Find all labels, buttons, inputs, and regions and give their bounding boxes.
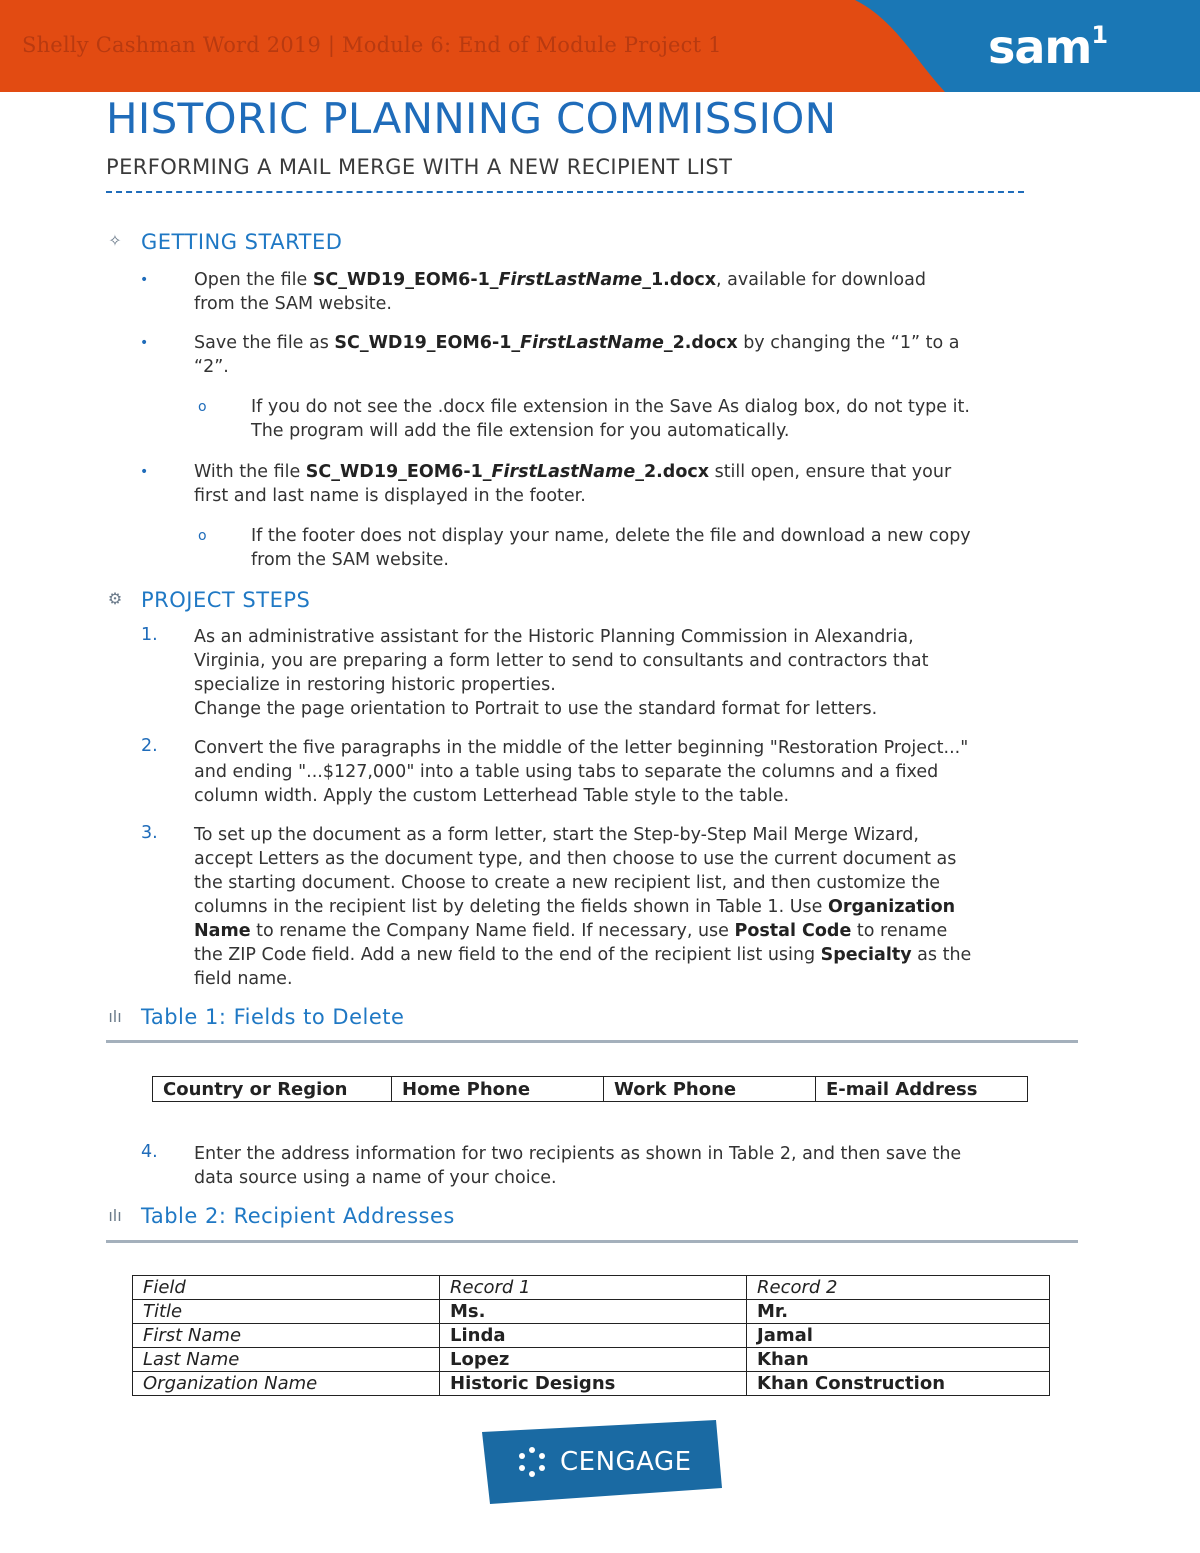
s1-l4: Change the page orientation to Portrait to use the standard format for letters.	[194, 699, 878, 719]
step-1-text	[194, 625, 928, 721]
sam-logo-text: sam	[988, 20, 1092, 74]
step-4-text	[194, 1142, 961, 1190]
gs-b3-file-a: SC_WD19_EOM6-1_	[305, 462, 492, 482]
gs-bullet-2	[194, 331, 959, 379]
gs-b1-file-b: FirstLastName	[498, 270, 643, 290]
table-row	[153, 1077, 1028, 1102]
gs-b3sub-line1: If the footer does not display your name, delete the file and download a new copy	[251, 526, 971, 546]
step-2-text	[194, 736, 968, 808]
s3-l1: To set up the document as a form letter, start the Step-by-Step Mail Merge Wizard,	[194, 825, 919, 845]
table-header-cell: Field	[133, 1276, 440, 1300]
fields-to-delete-table	[152, 1076, 1028, 1102]
table-cell: Home Phone	[392, 1077, 604, 1102]
step-number: 3.	[141, 823, 158, 843]
sam-logo	[988, 20, 1107, 74]
s3-l5b: to rename the Company Name field. If necessary, use	[250, 921, 735, 941]
table1-rule	[106, 1040, 1078, 1043]
table-cell: Mr.	[747, 1300, 1050, 1324]
title-divider	[106, 191, 1024, 193]
sub-bullet-glyph: o	[198, 399, 207, 415]
step-number: 4.	[141, 1142, 158, 1162]
table-cell: Organization Name	[133, 1372, 440, 1396]
gs-b2-line2: “2”.	[194, 357, 229, 377]
table-row	[133, 1372, 1050, 1396]
table2-heading: Table 2: Recipient Addresses	[141, 1204, 455, 1228]
gs-b1-file-a: SC_WD19_EOM6-1_	[312, 270, 499, 290]
gs-b3-line2: first and last name is displayed in the footer.	[194, 486, 586, 506]
bullet-glyph: •	[140, 272, 149, 288]
table-row	[133, 1324, 1050, 1348]
table-cell: Country or Region	[153, 1077, 392, 1102]
s3-l3: the starting document. Choose to create a new recipient list, and then customize the	[194, 873, 941, 893]
step-number: 2.	[141, 736, 158, 756]
table1-heading: Table 1: Fields to Delete	[141, 1005, 405, 1029]
gs-b3-pre: With the file	[194, 462, 306, 482]
bullet-glyph: •	[140, 335, 149, 351]
s2-l2: and ending "...$127,000" into a table using tabs to separate the columns and a fixed	[194, 762, 939, 782]
gs-b2sub-line1: If you do not see the .docx file extension in the Save As dialog box, do not type it.	[251, 397, 970, 417]
s1-l3: specialize in restoring historic properties.	[194, 675, 556, 695]
bullet-glyph: •	[140, 464, 149, 480]
table-cell: Linda	[440, 1324, 747, 1348]
table-cell: Title	[133, 1300, 440, 1324]
s3-l2: accept Letters as the document type, and then choose to use the current document as	[194, 849, 957, 869]
table-cell: E-mail Address	[816, 1077, 1028, 1102]
gs-b3-post: still open, ensure that your	[709, 462, 952, 482]
gs-b3-file-b: FirstLastName	[491, 462, 636, 482]
table-cell: Work Phone	[604, 1077, 816, 1102]
gs-sub-bullet-1	[251, 395, 970, 443]
gs-sub-bullet-2	[251, 524, 971, 572]
table-cell: Last Name	[133, 1348, 440, 1372]
s2-l1: Convert the five paragraphs in the middle of the letter beginning "Restoration Project..."	[194, 738, 969, 758]
gs-b3sub-line2: from the SAM website.	[251, 550, 449, 570]
table-cell: Khan Construction	[747, 1372, 1050, 1396]
s3-l6c: as the	[911, 945, 972, 965]
table-cell: Khan	[747, 1348, 1050, 1372]
sam-logo-sup: 1	[1091, 21, 1108, 49]
s3-l4a: columns in the recipient list by deleting the fields shown in Table 1. Use	[194, 897, 828, 917]
s3-l6a: the ZIP Code field. Add a new field to the end of the recipient list using	[194, 945, 821, 965]
document-title: HISTORIC PLANNING COMMISSION	[106, 94, 837, 143]
gs-b1-line2: from the SAM website.	[194, 294, 392, 314]
s3-l7: field name.	[194, 969, 293, 989]
table-cell: First Name	[133, 1324, 440, 1348]
table-row	[133, 1348, 1050, 1372]
chart-icon: ılı	[108, 1007, 122, 1026]
gs-b2-file-c: _2.docx	[663, 333, 738, 353]
table-row	[133, 1300, 1050, 1324]
gs-b2-pre: Save the file as	[194, 333, 335, 353]
sub-bullet-glyph: o	[198, 528, 207, 544]
s4-l2: data source using a name of your choice.	[194, 1168, 557, 1188]
s3-l4b: Organization	[827, 897, 956, 917]
s1-l2: Virginia, you are preparing a form letter to send to consultants and contractors that	[194, 651, 929, 671]
gs-bullet-1	[194, 268, 926, 316]
s3-l5d: to rename	[851, 921, 948, 941]
table-header-cell: Record 1	[440, 1276, 747, 1300]
gs-b1-post: , available for download	[716, 270, 926, 290]
table-cell: Ms.	[440, 1300, 747, 1324]
getting-started-heading: GETTING STARTED	[141, 230, 343, 254]
gs-b2-file-a: SC_WD19_EOM6-1_	[334, 333, 521, 353]
gs-b2-post: by changing the “1” to a	[737, 333, 960, 353]
s3-l5c: Postal Code	[734, 921, 852, 941]
gs-b3-file-c: _2.docx	[635, 462, 710, 482]
table-cell: Jamal	[747, 1324, 1050, 1348]
project-steps-heading: PROJECT STEPS	[141, 588, 311, 612]
table-header-row	[133, 1276, 1050, 1300]
s1-l1: As an administrative assistant for the Historic Planning Commission in Alexandria,	[194, 627, 914, 647]
recipient-addresses-table	[132, 1275, 1050, 1396]
document-subtitle: PERFORMING A MAIL MERGE WITH A NEW RECIPIENT LIST	[106, 155, 733, 179]
header-band	[0, 0, 1200, 92]
step-number: 1.	[141, 625, 158, 645]
cengage-logo-text: CENGAGE	[560, 1447, 692, 1477]
gs-b1-file-c: _1.docx	[642, 270, 717, 290]
table-cell: Historic Designs	[440, 1372, 747, 1396]
sparkle-icon: ✧	[108, 231, 122, 250]
table2-rule	[106, 1240, 1078, 1243]
gs-b2sub-line2: The program will add the file extension for you automatically.	[251, 421, 790, 441]
header-title: Shelly Cashman Word 2019 | Module 6: End of Module Project 1	[22, 33, 722, 57]
gs-bullet-3	[194, 460, 951, 508]
s4-l1: Enter the address information for two recipients as shown in Table 2, and then save the	[194, 1144, 962, 1164]
s3-l6b: Specialty	[820, 945, 912, 965]
step-3-text	[194, 823, 971, 991]
steps-icon: ⚙	[107, 589, 123, 608]
table-cell: Lopez	[440, 1348, 747, 1372]
chart-icon: ılı	[108, 1206, 122, 1225]
s3-l5a: Name	[194, 921, 251, 941]
table-header-cell: Record 2	[747, 1276, 1050, 1300]
s2-l3: column width. Apply the custom Letterhead Table style to the table.	[194, 786, 790, 806]
gs-b2-file-b: FirstLastName	[520, 333, 664, 353]
gs-b1-pre: Open the file	[194, 270, 313, 290]
